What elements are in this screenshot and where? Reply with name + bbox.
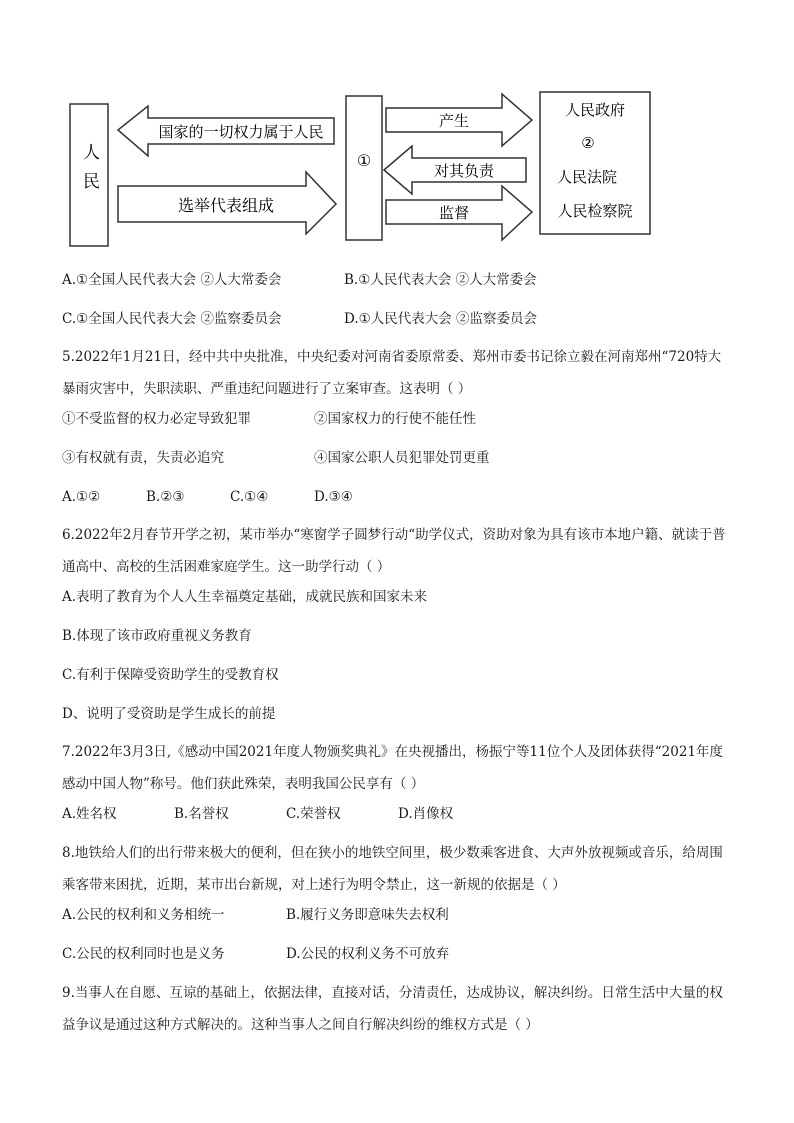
q5-statement-2: ②国家权力的行使不能任性 xyxy=(314,411,476,427)
q8-option-row-2 xyxy=(62,944,449,964)
q5-option-d: D.③④ xyxy=(314,489,353,505)
q7-option-b: B.名誉权 xyxy=(174,806,229,822)
q8-option-a: A.公民的权利和义务相统一 xyxy=(62,907,225,923)
arrow-produce-text: 产生 xyxy=(438,112,470,130)
q9-stem: 9.当事人在自愿、互谅的基础上，依据法律，直接对话，分清责任，达成协议，解决纠纷。日常生活中大量的权益争议是通过这种方式解决的。这种当事人之间自行解决纠纷的维权方式是（ ） xyxy=(62,985,723,1033)
q5-statement-row-1 xyxy=(62,409,476,429)
center-mark: ① xyxy=(356,151,372,170)
right-box-item-gov: 人民政府 xyxy=(564,101,626,119)
q7-stem: 7.2022年3月3日,《感动中国2021年度人物颁奖典礼》在央视播出，杨振宁等11位个人及团体获得“2021年度感动中国人物”称号。他们获此殊荣，表明我国公民享有（ ） xyxy=(62,744,723,792)
q6-option-c: C.有利于保障受资助学生的受教育权 xyxy=(62,667,279,683)
q5-statement-1: ①不受监督的权力必定导致犯罪 xyxy=(62,411,251,427)
q8-stem: 8.地铁给人们的出行带来极大的便利，但在狭小的地铁空间里，极少数乘客进食、大声外放视频或音乐，给周围乘客带来困扰，近期，某市出台新规，对上述行为明令禁止，这一新规的依据是（ ） xyxy=(62,845,723,893)
state-power-diagram xyxy=(66,88,706,253)
q8-option-d: D.公民的权利义务不可放弃 xyxy=(286,946,450,962)
q5-option-c: C.①④ xyxy=(230,489,269,505)
q5-statement-3: ③有权就有责，失责必追究 xyxy=(62,450,224,466)
arrow-responsible-text: 对其负责 xyxy=(433,162,495,180)
q5-option-b: B.②③ xyxy=(146,489,185,505)
q8-option-c: C.公民的权利同时也是义务 xyxy=(62,946,225,962)
q6-option-b: B.体现了该市政府重视义务教育 xyxy=(62,628,252,644)
q7-option-c: C.荣誉权 xyxy=(286,806,341,822)
q4-option-row-1 xyxy=(62,270,537,290)
q8-option-b: B.履行义务即意味失去权利 xyxy=(286,907,449,923)
arrow-top-text: 国家的一切权力属于人民 xyxy=(158,123,324,141)
q5-stem: 5.2022年1月21日，经中共中央批准，中央纪委对河南省委原常委、郑州市委书记徐立毅在河南郑州“720特大暴雨灾害中，失职渎职、严重违纪问题进行了立案审查。这表明（ ） xyxy=(62,349,722,397)
q7-options xyxy=(62,804,453,824)
q4-option-b: B.①人民代表大会 ②人大常委会 xyxy=(344,272,537,288)
q7-option-a: A.姓名权 xyxy=(62,806,117,822)
q5-option-a: A.①② xyxy=(62,489,101,505)
q6-stem: 6.2022年2月春节开学之初，某市举办“寒窗学子圆梦行动“助学仪式，资助对象为具有该市本地户籍、就读于普通高中、高校的生活困难家庭学生。这一助学行动（ ） xyxy=(62,527,726,575)
q7-option-d: D.肖像权 xyxy=(398,806,454,822)
q4-option-row-2 xyxy=(62,309,537,329)
q4-option-d: D.①人民代表大会 ②监察委员会 xyxy=(344,311,538,327)
arrow-supervise-text: 监督 xyxy=(438,204,470,222)
q8-option-row-1 xyxy=(62,905,449,925)
q6-option-a: A.表明了教育为个人人生幸福奠定基础，成就民族和国家未来 xyxy=(62,589,428,605)
q4-option-c: C.①全国人民代表大会 ②监察委员会 xyxy=(62,311,282,327)
people-label: 人民 xyxy=(79,143,99,201)
q4-option-a: A.①全国人民代表大会 ②人大常委会 xyxy=(62,272,282,288)
arrow-bottom-text: 选举代表组成 xyxy=(177,196,275,215)
right-box-item-procuratorate: 人民检察院 xyxy=(557,202,633,220)
q6-option-d: D、说明了受资助是学生成长的前提 xyxy=(62,706,276,722)
right-box-item-court: 人民法院 xyxy=(556,168,618,186)
q5-options xyxy=(62,487,353,507)
right-box-item-blank: ② xyxy=(581,134,595,152)
q5-statement-4: ④国家公职人员犯罪处罚更重 xyxy=(314,450,490,466)
q5-statement-row-2 xyxy=(62,448,490,468)
